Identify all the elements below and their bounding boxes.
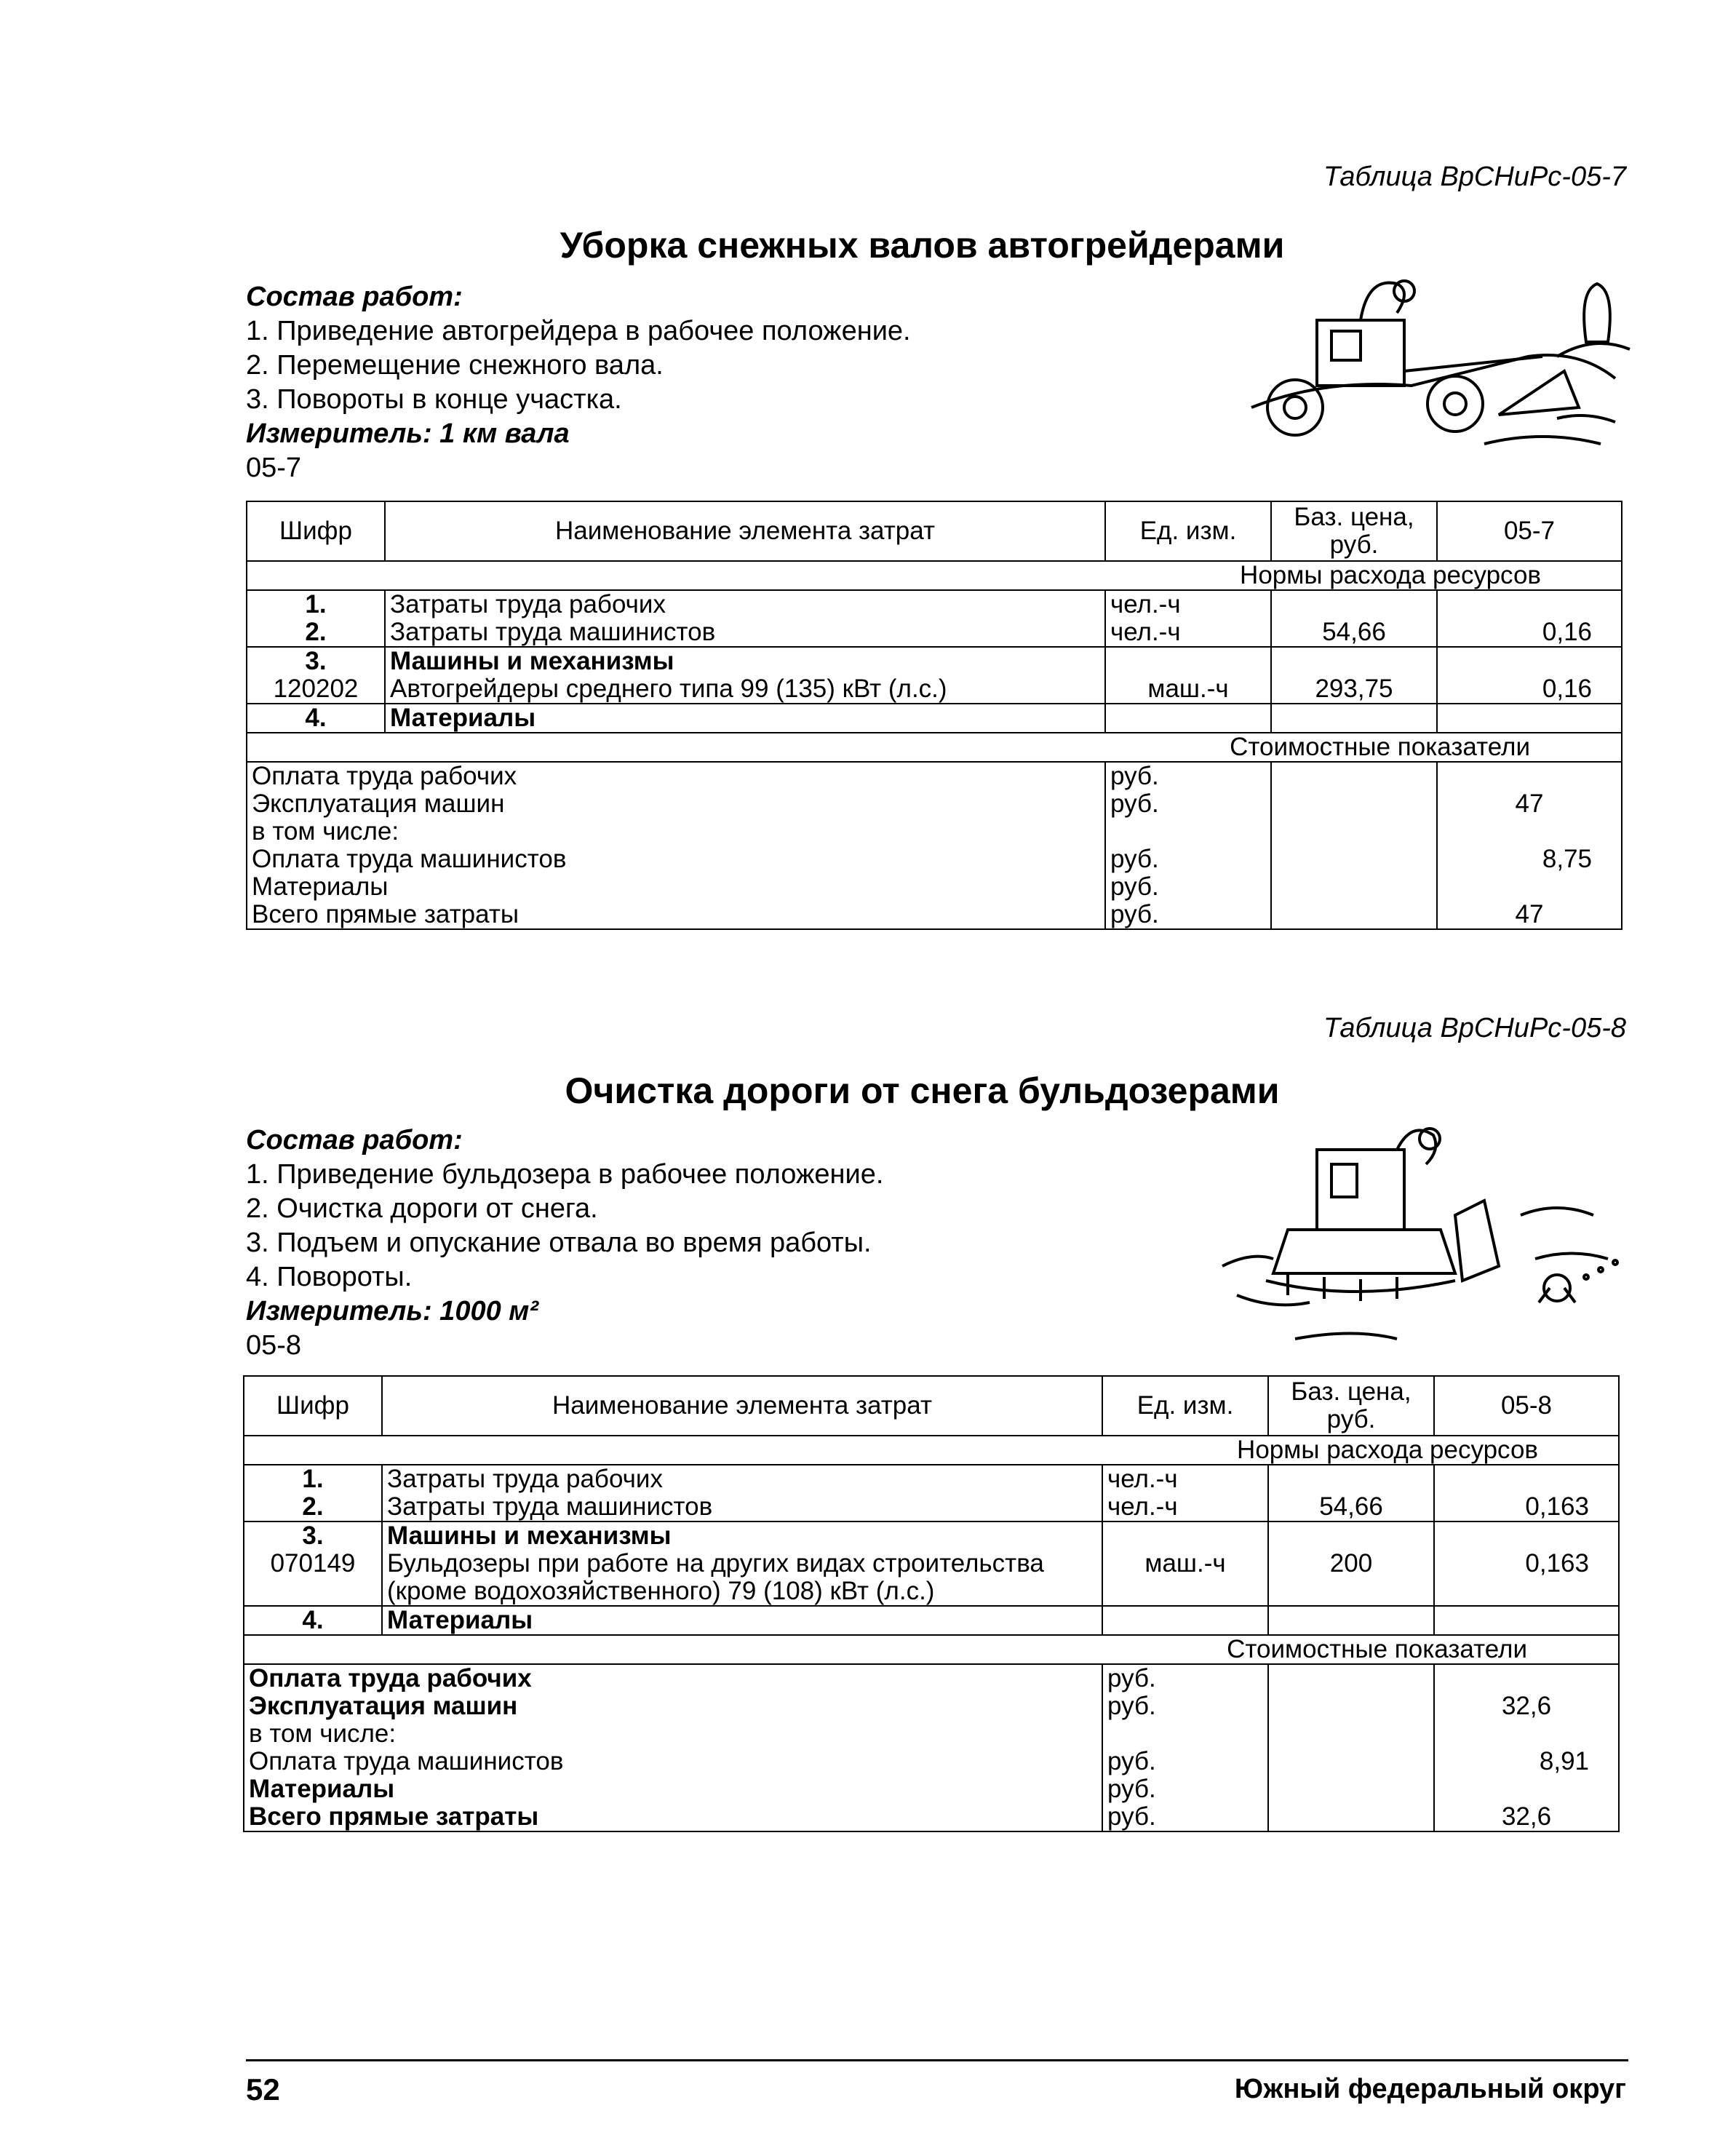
table-row bbox=[247, 618, 1622, 647]
table-header-row bbox=[247, 501, 1622, 561]
row-name: Затраты труда машинистов bbox=[382, 1493, 1102, 1521]
row-code: 4. bbox=[244, 1606, 382, 1635]
row-name: Материалы bbox=[382, 1606, 1102, 1635]
cost-unit: руб. bbox=[1102, 1692, 1268, 1720]
cost-row bbox=[247, 901, 1622, 929]
cost-name: Оплата труда машинистов bbox=[244, 1748, 1102, 1775]
table-header-row bbox=[244, 1376, 1619, 1436]
cost-name: Оплата труда машинистов bbox=[247, 846, 1105, 873]
row-price bbox=[1268, 1521, 1434, 1550]
header-price: Баз. цена, руб. bbox=[1271, 501, 1437, 561]
header-code: Шифр bbox=[247, 501, 385, 561]
norms-table bbox=[243, 1375, 1620, 1832]
header-code: Шифр bbox=[244, 1376, 382, 1436]
table-caption: Таблица ВрСНиРс-05-7 bbox=[1323, 162, 1626, 192]
cost-name: Всего прямые затраты bbox=[247, 901, 1105, 929]
table-row bbox=[244, 1493, 1619, 1521]
cost-subheader: Стоимостные показатели bbox=[244, 1635, 1619, 1664]
cost-row bbox=[244, 1692, 1619, 1720]
footer-title: Южный федеральный округ bbox=[1234, 2074, 1626, 2104]
header-name: Наименование элемента затрат bbox=[382, 1376, 1102, 1436]
cost-empty bbox=[1271, 846, 1437, 873]
row-code: 070149 bbox=[244, 1550, 382, 1606]
cost-name: Эксплуатация машин bbox=[244, 1692, 1102, 1720]
row-price: 200 bbox=[1268, 1550, 1434, 1606]
cost-empty bbox=[1271, 762, 1437, 790]
bulldozer-illustration bbox=[1208, 1121, 1637, 1361]
cost-value bbox=[1437, 762, 1622, 790]
norms-subheader: Нормы расхода ресурсов bbox=[244, 1436, 1619, 1465]
table-row bbox=[244, 1606, 1619, 1635]
row-price bbox=[1268, 1465, 1434, 1493]
header-name: Наименование элемента затрат bbox=[385, 501, 1105, 561]
cost-name: Всего прямые затраты bbox=[244, 1803, 1102, 1831]
row-code: 3. bbox=[247, 647, 385, 675]
cost-value: 47 bbox=[1437, 790, 1622, 818]
cost-value: 32,6 bbox=[1434, 1692, 1619, 1720]
row-name: Затраты труда рабочих bbox=[385, 590, 1105, 618]
row-unit bbox=[1105, 647, 1271, 675]
header-price: Баз. цена, руб. bbox=[1268, 1376, 1434, 1436]
cost-row bbox=[244, 1720, 1619, 1748]
cost-empty bbox=[1271, 790, 1437, 818]
table-row bbox=[247, 704, 1622, 733]
page-number: 52 bbox=[246, 2072, 280, 2107]
header-unit: Ед. изм. bbox=[1102, 1376, 1268, 1436]
work-description bbox=[246, 280, 911, 485]
cost-empty bbox=[1268, 1748, 1434, 1775]
row-code: 4. bbox=[247, 704, 385, 733]
row-name: Машины и механизмы bbox=[385, 647, 1105, 675]
row-unit: чел.-ч bbox=[1105, 590, 1271, 618]
row-code: 1. bbox=[247, 590, 385, 618]
cost-row bbox=[247, 790, 1622, 818]
cost-unit: руб. bbox=[1105, 762, 1271, 790]
row-value: 0,16 bbox=[1437, 675, 1622, 704]
cost-row bbox=[247, 762, 1622, 790]
cost-value: 8,75 bbox=[1437, 846, 1622, 873]
cost-subheader: Стоимостные показатели bbox=[247, 733, 1622, 762]
row-name: Материалы bbox=[385, 704, 1105, 733]
row-price bbox=[1268, 1606, 1434, 1635]
row-unit bbox=[1105, 704, 1271, 733]
cost-empty bbox=[1268, 1803, 1434, 1831]
row-value: 0,16 bbox=[1437, 618, 1622, 647]
measure-label: Измеритель: 1 км вала bbox=[246, 418, 570, 449]
row-name: Затраты труда рабочих bbox=[382, 1465, 1102, 1493]
cost-empty bbox=[1271, 818, 1437, 846]
row-value bbox=[1434, 1521, 1619, 1550]
row-value bbox=[1437, 647, 1622, 675]
cost-name: Оплата труда рабочих bbox=[247, 762, 1105, 790]
work-item: 3. Повороты в конце участка. bbox=[246, 384, 622, 415]
cost-value bbox=[1434, 1775, 1619, 1803]
work-item: 4. Повороты. bbox=[246, 1262, 413, 1292]
work-item: 2. Перемещение снежного вала. bbox=[246, 350, 664, 381]
cost-empty bbox=[1271, 873, 1437, 901]
cost-unit: руб. bbox=[1102, 1748, 1268, 1775]
cost-row bbox=[244, 1748, 1619, 1775]
row-code: 2. bbox=[247, 618, 385, 647]
norms-subheader: Нормы расхода ресурсов bbox=[247, 561, 1622, 590]
cost-unit: руб. bbox=[1102, 1775, 1268, 1803]
cost-value bbox=[1437, 873, 1622, 901]
row-unit: маш.-ч bbox=[1105, 675, 1271, 704]
work-item: 3. Подъем и опускание отвала во время работы. bbox=[246, 1228, 872, 1258]
row-price bbox=[1271, 704, 1437, 733]
cost-unit: руб. bbox=[1102, 1803, 1268, 1831]
work-description bbox=[246, 1123, 883, 1363]
section-title: Очистка дороги от снега бульдозерами bbox=[565, 1070, 1280, 1111]
row-unit bbox=[1102, 1606, 1268, 1635]
cost-unit: руб. bbox=[1105, 873, 1271, 901]
row-name: Автогрейдеры среднего типа 99 (135) кВт (л.с.) bbox=[385, 675, 1105, 704]
work-label: Состав работ: bbox=[246, 1125, 463, 1155]
row-name: Машины и механизмы bbox=[382, 1521, 1102, 1550]
code-label: 05-8 bbox=[246, 1330, 302, 1361]
measure-label: Измеритель: 1000 м² bbox=[246, 1296, 539, 1326]
row-unit: маш.-ч bbox=[1102, 1550, 1268, 1606]
row-unit: чел.-ч bbox=[1102, 1493, 1268, 1521]
row-price bbox=[1271, 590, 1437, 618]
row-code: 120202 bbox=[247, 675, 385, 704]
cost-row bbox=[244, 1775, 1619, 1803]
row-value bbox=[1437, 704, 1622, 733]
row-code: 2. bbox=[244, 1493, 382, 1521]
section-title: Уборка снежных валов автогрейдерами bbox=[560, 225, 1285, 266]
work-item: 2. Очистка дороги от снега. bbox=[246, 1193, 598, 1224]
table-row bbox=[244, 1521, 1619, 1550]
cost-value bbox=[1434, 1664, 1619, 1692]
table-row bbox=[244, 1465, 1619, 1493]
work-label: Состав работ: bbox=[246, 282, 463, 312]
table-row bbox=[244, 1550, 1619, 1606]
work-item: 1. Приведение бульдозера в рабочее положение. bbox=[246, 1159, 884, 1190]
cost-value bbox=[1434, 1720, 1619, 1748]
row-value bbox=[1434, 1606, 1619, 1635]
cost-empty bbox=[1268, 1720, 1434, 1748]
work-item: 1. Приведение автогрейдера в рабочее положение. bbox=[246, 316, 911, 346]
cost-name: в том числе: bbox=[244, 1720, 1102, 1748]
cost-value: 32,6 bbox=[1434, 1803, 1619, 1831]
cost-unit: руб. bbox=[1105, 846, 1271, 873]
row-value: 0,163 bbox=[1434, 1493, 1619, 1521]
table-row bbox=[247, 590, 1622, 618]
cost-empty bbox=[1268, 1664, 1434, 1692]
code-label: 05-7 bbox=[246, 453, 302, 483]
table-row bbox=[247, 647, 1622, 675]
row-price bbox=[1271, 647, 1437, 675]
cost-row bbox=[244, 1664, 1619, 1692]
row-code: 1. bbox=[244, 1465, 382, 1493]
norms-table bbox=[246, 501, 1623, 930]
cost-row bbox=[247, 873, 1622, 901]
row-unit: чел.-ч bbox=[1105, 618, 1271, 647]
row-code: 3. bbox=[244, 1521, 382, 1550]
row-value bbox=[1434, 1465, 1619, 1493]
row-name: Затраты труда машинистов bbox=[385, 618, 1105, 647]
cost-unit bbox=[1102, 1720, 1268, 1748]
cost-name: Эксплуатация машин bbox=[247, 790, 1105, 818]
header-value: 05-7 bbox=[1437, 501, 1622, 561]
cost-unit: руб. bbox=[1105, 790, 1271, 818]
footer-divider bbox=[246, 2059, 1628, 2061]
grader-illustration bbox=[1237, 262, 1644, 466]
header-unit: Ед. изм. bbox=[1105, 501, 1271, 561]
cost-unit: руб. bbox=[1102, 1664, 1268, 1692]
table-caption: Таблица ВрСНиРс-05-8 bbox=[1323, 1013, 1626, 1043]
row-value: 0,163 bbox=[1434, 1550, 1619, 1606]
row-unit: чел.-ч bbox=[1102, 1465, 1268, 1493]
row-price: 293,75 bbox=[1271, 675, 1437, 704]
cost-value: 47 bbox=[1437, 901, 1622, 929]
row-unit bbox=[1102, 1521, 1268, 1550]
cost-empty bbox=[1268, 1775, 1434, 1803]
row-price: 54,66 bbox=[1271, 618, 1437, 647]
cost-row bbox=[244, 1803, 1619, 1831]
cost-row bbox=[247, 818, 1622, 846]
cost-name: Оплата труда рабочих bbox=[244, 1664, 1102, 1692]
cost-unit: руб. bbox=[1105, 901, 1271, 929]
cost-name: Материалы bbox=[247, 873, 1105, 901]
header-value: 05-8 bbox=[1434, 1376, 1619, 1436]
cost-empty bbox=[1268, 1692, 1434, 1720]
cost-empty bbox=[1271, 901, 1437, 929]
row-name: Бульдозеры при работе на других видах строительства (кроме водохозяйственного) 79 (108) кВт (л.с.) bbox=[382, 1550, 1102, 1606]
row-price: 54,66 bbox=[1268, 1493, 1434, 1521]
row-value bbox=[1437, 590, 1622, 618]
table-row bbox=[247, 675, 1622, 704]
cost-name: Материалы bbox=[244, 1775, 1102, 1803]
cost-name: в том числе: bbox=[247, 818, 1105, 846]
cost-value bbox=[1437, 818, 1622, 846]
cost-unit bbox=[1105, 818, 1271, 846]
cost-value: 8,91 bbox=[1434, 1748, 1619, 1775]
cost-row bbox=[247, 846, 1622, 873]
